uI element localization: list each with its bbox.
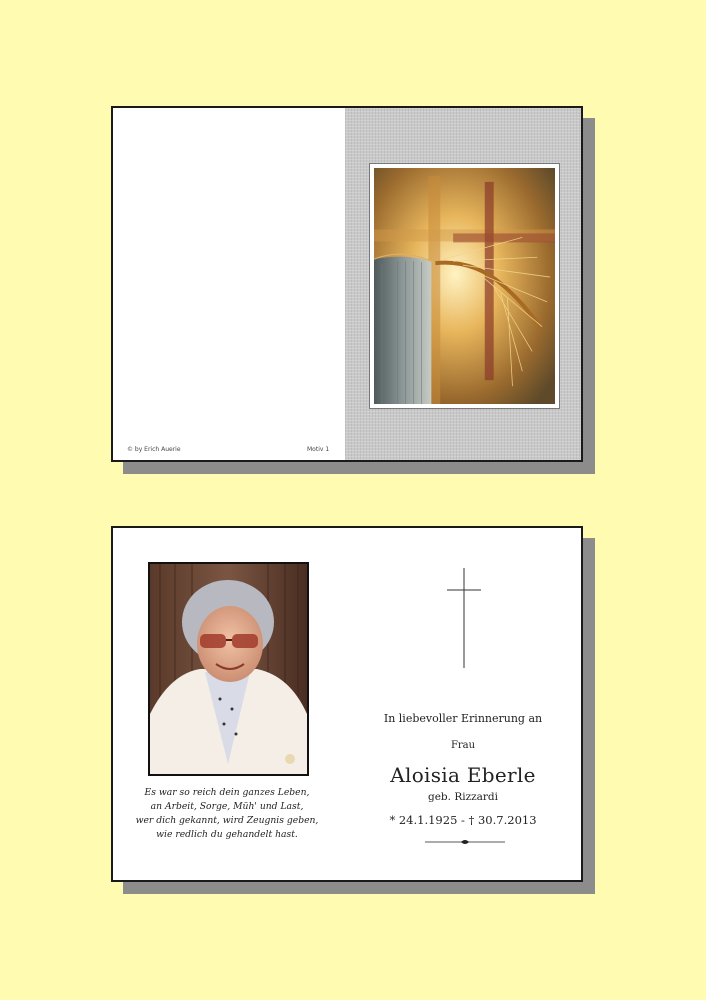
wheat-and-cross-icon [374,168,555,404]
deceased-name: Aloisia Eberle [390,763,536,787]
card-back-panel [113,108,345,460]
card-front-panel [345,108,581,460]
portrait-frame [148,562,309,776]
card-front [111,106,583,462]
card-inside [111,526,583,882]
poem-line: wie redlich du gehandelt hast. [156,829,298,840]
cross-icon [447,568,481,668]
ornament-divider-icon [425,838,505,846]
copyright-text: © by Erich Auerie [127,446,181,453]
poem-line: wer dich gekannt, wird Zeugnis geben, [135,815,319,826]
poem-line: Es war so reich dein ganzes Leben, [144,787,310,798]
memorial-poem [127,786,327,842]
model-number: Motiv 1 [307,446,330,453]
birth-name: geb. Rizzardi [427,791,499,803]
memorial-title: Frau [450,740,476,751]
poem-line: an Arbeit, Sorge, Müh' und Last, [150,801,304,812]
cover-image-frame [369,163,560,409]
memorial-intro: In liebevoller Erinnerung an [383,712,543,725]
portrait-photo-icon [150,564,307,774]
life-dates: * 24.1.1925 - † 30.7.2013 [389,813,537,827]
